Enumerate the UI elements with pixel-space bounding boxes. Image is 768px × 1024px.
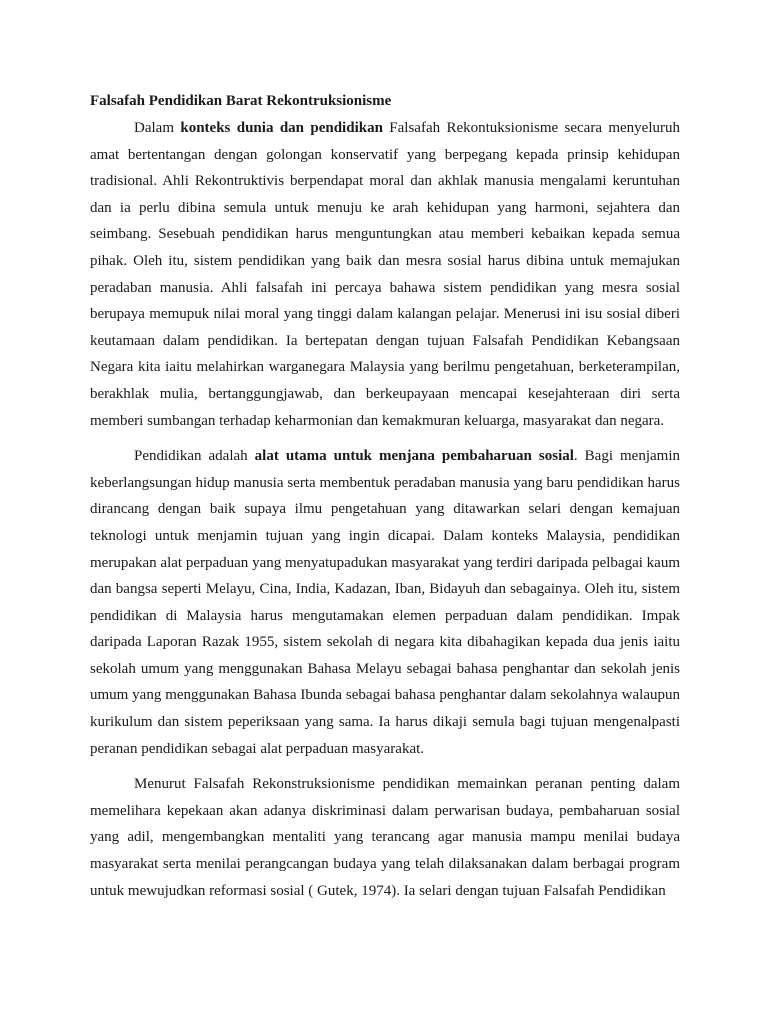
paragraph-2-text-start: Pendidikan adalah — [134, 448, 255, 465]
paragraph-1-text-end: Falsafah Rekontuksionisme secara menyeluruh amat bertentangan dengan golongan konservatif yang berpegang kepada prinsip kehidupan tradisional. Ahli Rekontruktivis berpendapat moral dan akhlak manusia mengalami keruntuhan dan ia perlu dibina semula untuk menuju ke arah kehidupan yang harmoni, sejahtera dan seimbang. Sesebuah pendidikan harus menguntungkan atau memberi kebaikan kepada semua pihak. Oleh itu, sistem pendidikan yang baik dan mesra sosial harus dibina untuk memajukan peradaban manusia. Ahli falsafah ini percaya bahawa sistem pendidikan yang mesra sosial berupaya memupuk nilai moral yang tinggi dalam kalangan pelajar. Menerusi ini isu sosial diberi keutamaan dalam pendidikan. Ia bertepatan dengan tujuan Falsafah Pendidikan Kebangsaan Negara kita iaitu melahirkan warganegara Malaysia yang berilmu pengetahuan, berketerampilan, berakhlak mulia, bertanggungjawab, dan berkeupayaan mencapai kesejahteraan diri serta memberi sumbangan terhadap keharmonian dan kemakmuran keluarga, masyarakat dan negara. — [90, 120, 680, 429]
paragraph-1 — [90, 115, 680, 434]
paragraph-2-text-end: . Bagi menjamin keberlangsungan hidup manusia serta membentuk peradaban manusia yang baru pendidikan harus dirancang dengan baik supaya ilmu pengetahuan yang ditawarkan selari dengan kemajuan teknologi untuk menjamin tujuan yang ingin dicapai. Dalam konteks Malaysia, pendidikan merupakan alat perpaduan yang menyatupadukan masyarakat yang terdiri daripada pelbagai kaum dan bangsa seperti Melayu, Cina, India, Kadazan, Iban, Bidayuh dan sebagainya. Oleh itu, sistem pendidikan di Malaysia harus mengutamakan elemen perpaduan dalam pendidikan. Impak daripada Laporan Razak 1955, sistem sekolah di negara kita dibahagikan kepada dua jenis iaitu sekolah umum yang menggunakan Bahasa Melayu sebagai bahasa penghantar dan sekolah jenis umum yang menggunakan Bahasa Ibunda sebagai bahasa penghantar dalam sekolahnya walaupun kurikulum dan sistem peperiksaan yang sama. Ia harus dikaji semula bagi tujuan mengenalpasti peranan pendidikan sebagai alat perpaduan masyarakat. — [90, 448, 680, 757]
paragraph-3-text: Menurut Falsafah Rekonstruksionisme pendidikan memainkan peranan penting dalam memelihara kepekaan akan adanya diskriminasi dalam perwarisan budaya, pembaharuan sosial yang adil, mengembangkan mentaliti yang terancang agar manusia mampu menilai budaya masyarakat serta menilai perangcangan budaya yang telah dilaksanakan dalam berbagai program untuk mewujudkan reformasi sosial ( Gutek, 1974). Ia selari dengan tujuan Falsafah Pendidikan — [90, 776, 680, 899]
document-page — [90, 88, 680, 913]
paragraph-1-bold-phrase: konteks dunia dan pendidikan — [180, 120, 383, 136]
paragraph-2-bold-phrase: alat utama untuk menjana pembaharuan sosial — [254, 448, 574, 465]
paragraph-3 — [90, 771, 680, 904]
paragraph-1-text-start: Dalam — [134, 120, 181, 136]
paragraph-2 — [90, 443, 680, 762]
document-title: Falsafah Pendidikan Barat Rekontruksionisme — [90, 93, 392, 109]
